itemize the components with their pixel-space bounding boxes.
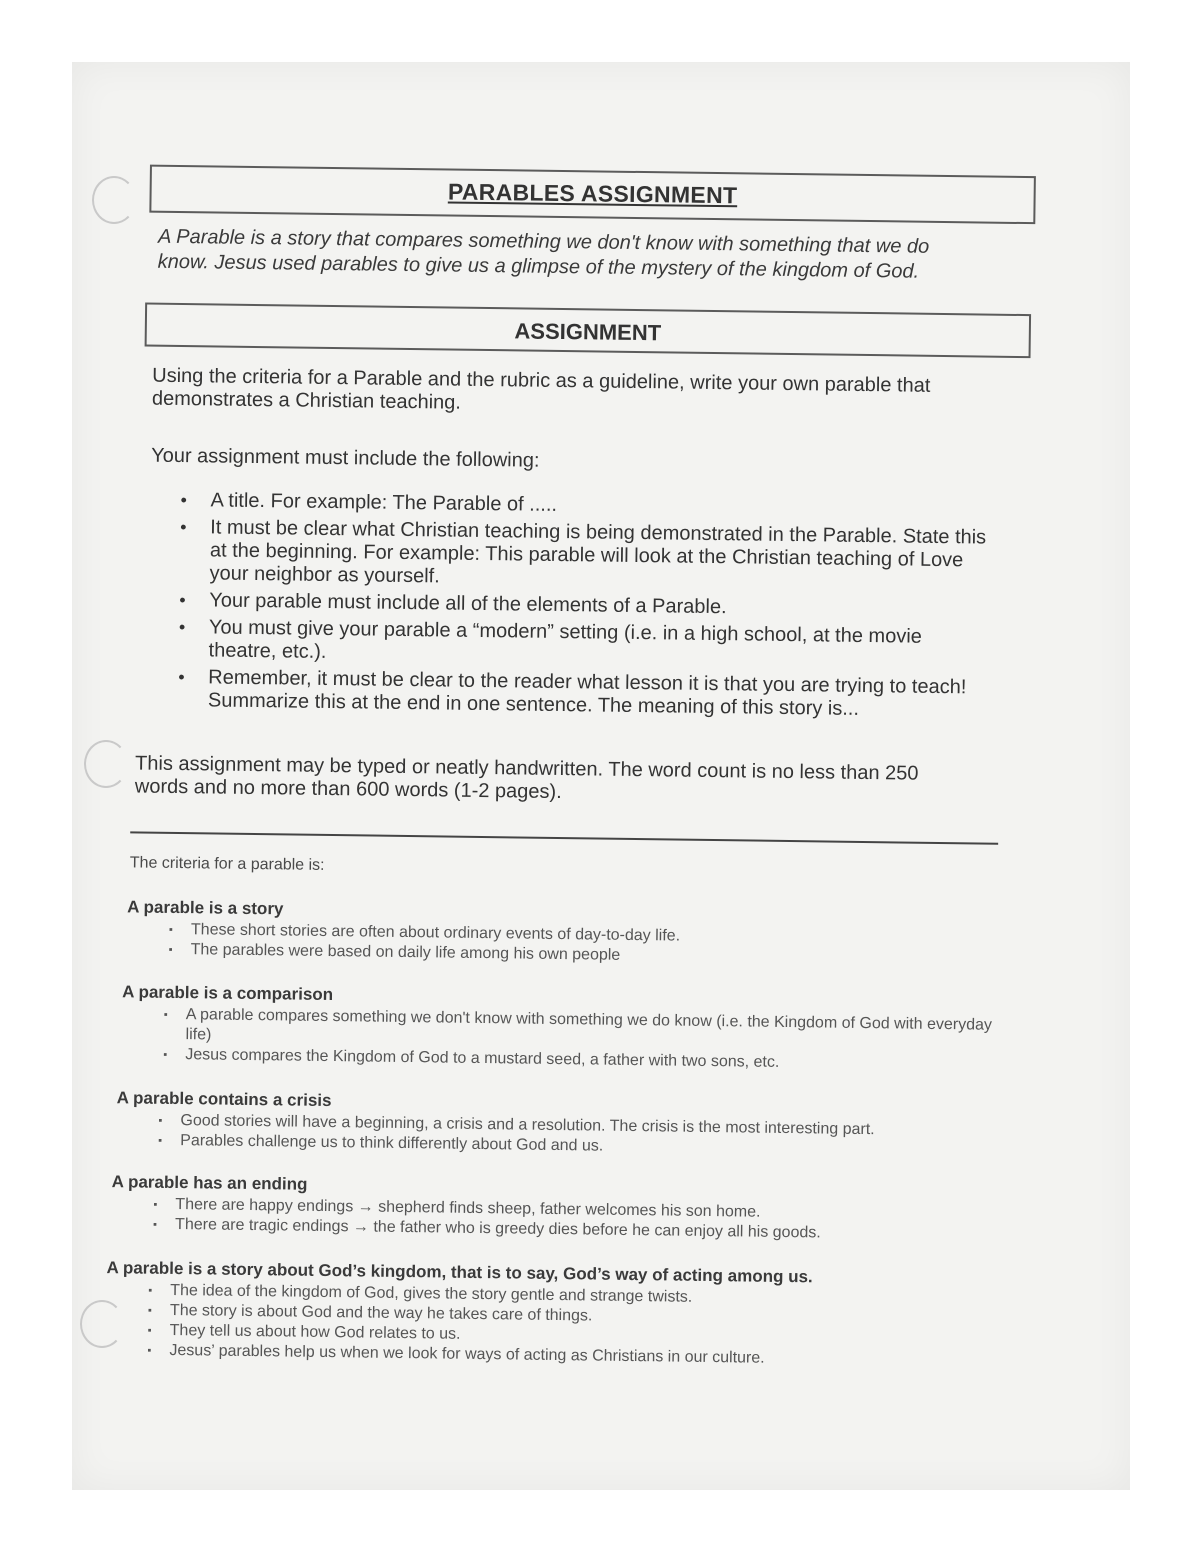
criteria-section-comparison	[121, 982, 1022, 1076]
list-item: ▪ These short stories are often about ordinary events of day-to-day life.	[169, 920, 1027, 951]
list-item: • Remember, it must be clear to the reader what lesson it is that you are trying to teach! Summarize this at the end in one sentence. The meaning of this story is...	[178, 666, 989, 723]
list-item: ▪ There are tragic endings → the father who is greedy dies before he can enjoy all his goods.	[153, 1215, 1011, 1246]
list-item: • A title. For example: The Parable of .....	[180, 489, 990, 523]
assignment-heading: ASSIGNMENT	[514, 318, 662, 346]
title-box	[149, 165, 1036, 225]
list-item: ▪ Jesus compares the Kingdom of God to a mustard seed, a father with two sons, etc.	[163, 1045, 1021, 1076]
criteria-heading: A parable is a story	[127, 897, 284, 919]
criteria-section-ending	[111, 1172, 1012, 1246]
criteria-section-crisis	[116, 1088, 1017, 1162]
assignment-heading-box	[145, 303, 1032, 359]
criteria-heading: A parable is a story about God’s kingdom, that is to say, God’s way of acting among us.	[106, 1258, 813, 1287]
list-item: ▪ Good stories will have a beginning, a crisis and a resolution. The crisis is the most interesting part.	[158, 1111, 1016, 1142]
criteria-heading: A parable contains a crisis	[116, 1088, 332, 1111]
include-intro: Your assignment must include the following:	[151, 444, 540, 472]
list-item: ▪ Jesus’ parables help us when we look for ways of acting as Christians in our culture.	[147, 1341, 1005, 1372]
criteria-section-story	[127, 897, 1028, 971]
list-item: ▪ The idea of the kingdom of God, gives the story gentle and strange twists.	[148, 1281, 1006, 1312]
list-item: • It must be clear what Christian teaching is being demonstrated in the Parable. State this at the beginning. For example: This parable will look at the Christian teaching of Love your neighbor as yourself.	[179, 516, 990, 596]
list-item: ▪ They tell us about how God relates to us.	[148, 1321, 1006, 1352]
list-item: • Your parable must include all of the elements of a Parable.	[179, 589, 989, 623]
intro-paragraph: A Parable is a story that compares something we don't know with something that we do know. Jesus used parables to give us a glimpse of the mystery of the kingdom of God.	[157, 225, 930, 283]
divider	[130, 831, 998, 844]
page-title: PARABLES ASSIGNMENT	[447, 178, 738, 209]
requirements-list	[178, 489, 991, 727]
criteria-section-kingdom	[105, 1258, 1006, 1372]
criteria-heading: A parable has an ending	[111, 1172, 308, 1194]
criteria-intro: The criteria for a parable is:	[129, 854, 325, 874]
criteria-heading: A parable is a comparison	[122, 982, 334, 1005]
instruction-paragraph: Using the criteria for a Parable and the rubric as a guideline, write your own parable that demonstrates a Christian teaching.	[151, 364, 931, 414]
list-item: ▪ The story is about God and the way he takes care of things.	[148, 1301, 1006, 1332]
list-item: ▪ Parables challenge us to think differently about God and us.	[158, 1131, 1016, 1162]
format-note: This assignment may be typed or neatly handwritten. The word count is no less than 250 words and no more than 600 words (1-2 pages).	[134, 752, 919, 804]
list-item: ▪ A parable compares something we don't know with something we do know (i.e. the Kingdom of God with everyday life)	[163, 1005, 1021, 1056]
list-item: ▪ The parables were based on daily life among his own people	[169, 940, 1027, 971]
list-item: ▪ There are happy endings → shepherd finds sheep, father welcomes his son home.	[153, 1195, 1011, 1226]
list-item: • You must give your parable a “modern” setting (i.e. in a high school, at the movie theatre, etc.).	[178, 616, 989, 673]
